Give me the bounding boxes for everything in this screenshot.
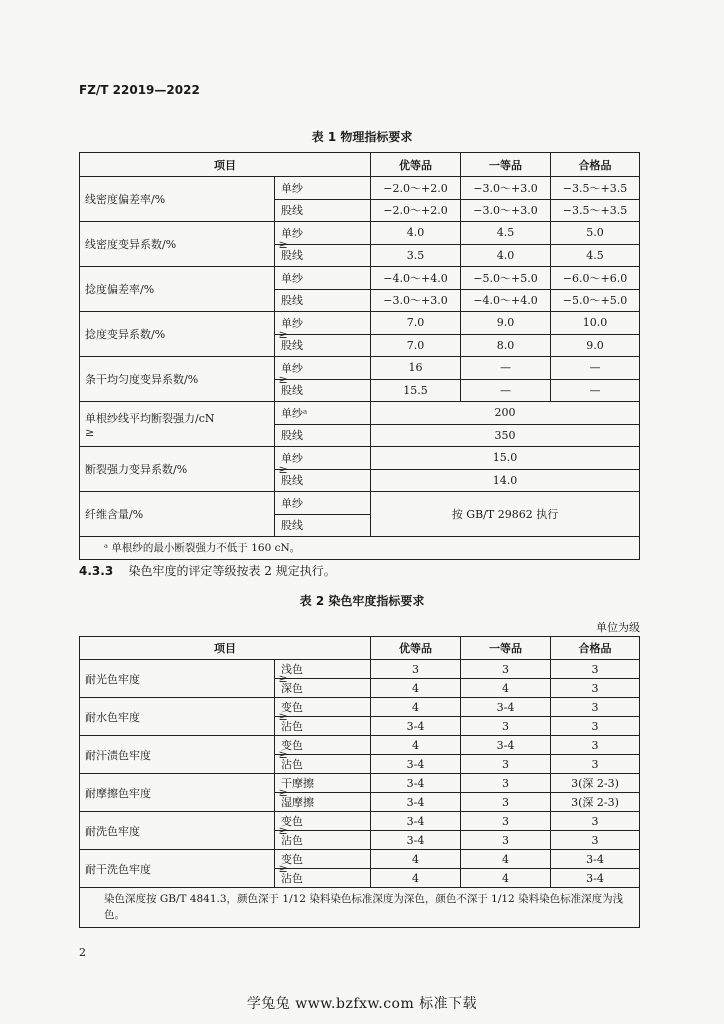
- row-sub-label: 沾色: [275, 717, 371, 736]
- row-sub-label: 单纱: [275, 312, 371, 335]
- grade-value: 4: [461, 679, 551, 698]
- table-color-fastness: [79, 636, 640, 928]
- row-sub-label: 股线: [275, 334, 371, 357]
- merged-value: 350: [371, 424, 640, 447]
- grade-value: 4.0: [461, 244, 551, 267]
- grade-value: —: [551, 379, 640, 402]
- grade-value: −3.0～+3.0: [461, 199, 551, 222]
- header-grade3: 合格品: [551, 153, 640, 177]
- row-item-text: 线密度变异系数/%: [85, 238, 177, 251]
- row-item-text: 耐光色牢度: [85, 672, 140, 686]
- row-item-label: [80, 698, 275, 736]
- row-sub-label: 单纱: [275, 177, 371, 200]
- row-item-text: 捻度偏差率/%: [85, 283, 155, 296]
- row-item-text: 捻度变异系数/%: [85, 328, 166, 341]
- grade-value: −5.0～+5.0: [461, 267, 551, 290]
- table-row: [80, 177, 640, 200]
- grade-value: 3-4: [371, 774, 461, 793]
- table2-unit: 单位为级: [596, 621, 640, 634]
- header-item: 项目: [80, 153, 371, 177]
- header-row: [80, 637, 640, 660]
- row-item-text: 耐摩擦色牢度: [85, 786, 151, 800]
- grade-value: −3.5～+3.5: [551, 199, 640, 222]
- row-item-text: 耐水色牢度: [85, 710, 140, 724]
- grade-value: 7.0: [371, 334, 461, 357]
- grade-value: 3: [551, 698, 640, 717]
- row-item-label: [80, 177, 275, 222]
- table-row: [80, 492, 640, 515]
- grade-value: 4.5: [551, 244, 640, 267]
- merged-value: 200: [371, 402, 640, 425]
- row-item-label: [80, 222, 275, 267]
- grade-value: 3: [551, 679, 640, 698]
- row-sub-label: 股线: [275, 379, 371, 402]
- row-item-text: 耐干洗色牢度: [85, 862, 151, 876]
- grade-value: 3(深 2-3): [551, 793, 640, 812]
- grade-value: 3: [551, 736, 640, 755]
- grade-value: 4: [371, 869, 461, 888]
- row-sub-label: 股线: [275, 244, 371, 267]
- grade-value: −4.0～+4.0: [461, 289, 551, 312]
- table-row: 耐摩擦色牢度 ≥ 干摩擦 3-4 3 3(深 2-3): [80, 774, 640, 793]
- row-sub-label: 变色: [275, 812, 371, 831]
- row-sub-label: 单纱: [275, 267, 371, 290]
- grade-value: 3-4: [371, 831, 461, 850]
- row-item-label: [80, 492, 275, 537]
- row-sub-label: 沾色: [275, 755, 371, 774]
- clause-4-3-3: [79, 562, 336, 579]
- page-number: 2: [79, 946, 86, 959]
- grade-value: 9.0: [461, 312, 551, 335]
- grade-value: 3-4: [371, 793, 461, 812]
- row-sub-label: 单纱: [275, 492, 371, 515]
- header-grade1: 优等品: [371, 637, 461, 660]
- grade-value: 4.0: [371, 222, 461, 245]
- table-physical-indicators: [79, 152, 640, 560]
- footer-watermark: 学兔兔 www.bzfxw.com 标准下载: [246, 996, 478, 1012]
- header-row: [80, 153, 640, 177]
- grade-value: −3.5～+3.5: [551, 177, 640, 200]
- merged-value: 15.0: [371, 447, 640, 470]
- row-item-text: 耐汗渍色牢度: [85, 748, 151, 762]
- table-note: 染色深度按 GB/T 4841.3，颜色深于 1/12 染料染色标准深度为深色，颜色不深于 1/12 染料染色标准深度为浅色。: [80, 888, 640, 928]
- table-row: 耐汗渍色牢度 ≥ 变色 4 3-4 3: [80, 736, 640, 755]
- row-sub-label: 深色: [275, 679, 371, 698]
- note-row: [80, 888, 640, 928]
- row-item-label: [80, 660, 275, 698]
- grade-value: 3: [461, 774, 551, 793]
- row-sub-label: 变色: [275, 736, 371, 755]
- grade-value: 4: [461, 850, 551, 869]
- row-sub-label: 干摩擦: [275, 774, 371, 793]
- row-sub-label: 单纱: [275, 447, 371, 470]
- row-sub-label: 浅色: [275, 660, 371, 679]
- row-item-label: [80, 312, 275, 357]
- merged-value: 按 GB/T 29862 执行: [371, 492, 640, 537]
- grade-value: 3: [461, 660, 551, 679]
- grade-value: —: [551, 357, 640, 380]
- grade-value: 15.5: [371, 379, 461, 402]
- row-sub-label: 股线: [275, 289, 371, 312]
- grade-value: 4.5: [461, 222, 551, 245]
- row-item-label: [80, 402, 275, 447]
- grade-value: 3: [461, 755, 551, 774]
- row-sub-label: 沾色: [275, 831, 371, 850]
- grade-value: 4: [371, 850, 461, 869]
- grade-value: 3-4: [461, 736, 551, 755]
- row-item-text: 单根纱线平均断裂强力/cN: [85, 411, 215, 425]
- grade-value: 4: [461, 869, 551, 888]
- row-item-label: [80, 812, 275, 850]
- grade-value: 16: [371, 357, 461, 380]
- row-item-text: 断裂强力变异系数/%: [85, 463, 188, 476]
- grade-value: 3-4: [371, 812, 461, 831]
- grade-value: 9.0: [551, 334, 640, 357]
- clause-text: 染色牢度的评定等级按表 2 规定执行。: [128, 564, 336, 578]
- grade-value: 5.0: [551, 222, 640, 245]
- header-grade1: 优等品: [371, 153, 461, 177]
- grade-value: 3-4: [551, 850, 640, 869]
- row-item-label: [80, 267, 275, 312]
- grade-value: 3: [461, 793, 551, 812]
- grade-value: 3(深 2-3): [551, 774, 640, 793]
- table-row: 耐洗色牢度 ≥ 变色 3-4 3 3: [80, 812, 640, 831]
- grade-value: 3-4: [551, 869, 640, 888]
- row-item-label: [80, 736, 275, 774]
- table-row: [80, 402, 640, 425]
- table-row: 耐光色牢度 ≥ 浅色 3 3 3: [80, 660, 640, 679]
- row-item-label: [80, 357, 275, 402]
- table-row: 断裂强力变异系数/% ≥ 单纱 15.0: [80, 447, 640, 470]
- row-sub-label: 股线: [275, 199, 371, 222]
- row-sub-label: 单纱ᵃ: [275, 402, 371, 425]
- row-sub-label: 单纱: [275, 222, 371, 245]
- grade-value: 3: [461, 831, 551, 850]
- grade-value: 3: [551, 660, 640, 679]
- table-row: 线密度变异系数/% ≥ 单纱 4.0 4.5 5.0: [80, 222, 640, 245]
- table2-title: 表 2 染色牢度指标要求: [299, 594, 425, 608]
- grade-value: 3-4: [371, 717, 461, 736]
- grade-value: −4.0～+4.0: [371, 267, 461, 290]
- row-item-text: 纤维含量/%: [85, 508, 144, 521]
- header-item: 项目: [80, 637, 371, 660]
- table-row: [80, 267, 640, 290]
- grade-value: 8.0: [461, 334, 551, 357]
- row-item-label: [80, 850, 275, 888]
- grade-value: 3: [551, 755, 640, 774]
- grade-value: —: [461, 357, 551, 380]
- grade-value: —: [461, 379, 551, 402]
- grade-value: 4: [371, 736, 461, 755]
- merged-value: 14.0: [371, 469, 640, 492]
- grade-value: 3-4: [461, 698, 551, 717]
- note-row: [80, 537, 640, 560]
- grade-value: 10.0: [551, 312, 640, 335]
- table-row: 捻度变异系数/% ≥ 单纱 7.0 9.0 10.0: [80, 312, 640, 335]
- row-sub-label: 股线: [275, 514, 371, 537]
- header-grade3: 合格品: [551, 637, 640, 660]
- grade-value: 3.5: [371, 244, 461, 267]
- header-grade2: 一等品: [461, 637, 551, 660]
- standard-code: FZ/T 22019—2022: [79, 83, 200, 97]
- table-row: 条干均匀度变异系数/% ≥ 单纱 16 — —: [80, 357, 640, 380]
- row-item-text: 条干均匀度变异系数/%: [85, 373, 199, 386]
- grade-value: 3: [551, 717, 640, 736]
- grade-value: 4: [371, 679, 461, 698]
- grade-value: −6.0～+6.0: [551, 267, 640, 290]
- row-sub-label: 湿摩擦: [275, 793, 371, 812]
- grade-value: −3.0～+3.0: [461, 177, 551, 200]
- row-item-text: 线密度偏差率/%: [85, 193, 166, 206]
- row-item-label: [80, 447, 275, 492]
- grade-value: 4: [371, 698, 461, 717]
- row-sub-label: 变色: [275, 850, 371, 869]
- grade-value: 3: [551, 812, 640, 831]
- table-row: 耐干洗色牢度 ≥ 变色 4 4 3-4: [80, 850, 640, 869]
- row-sub-label: 单纱: [275, 357, 371, 380]
- grade-value: 3: [461, 812, 551, 831]
- grade-value: 3: [371, 660, 461, 679]
- table1-title: 表 1 物理指标要求: [311, 130, 413, 144]
- grade-value: −5.0～+5.0: [551, 289, 640, 312]
- grade-value: −2.0～+2.0: [371, 199, 461, 222]
- row-sub-label: 沾色: [275, 869, 371, 888]
- row-sub-label: 变色: [275, 698, 371, 717]
- row-item-text: 耐洗色牢度: [85, 824, 140, 838]
- grade-value: −2.0～+2.0: [371, 177, 461, 200]
- grade-value: 7.0: [371, 312, 461, 335]
- row-sub-label: 股线: [275, 469, 371, 492]
- header-grade2: 一等品: [461, 153, 551, 177]
- row-sub-label: 股线: [275, 424, 371, 447]
- grade-value: 3: [551, 831, 640, 850]
- clause-number: 4.3.3: [79, 564, 114, 578]
- ge-symbol: ≥: [85, 425, 95, 439]
- table-row: 耐水色牢度 ≥ 变色 4 3-4 3: [80, 698, 640, 717]
- table-note: ᵃ 单根纱的最小断裂强力不低于 160 cN。: [80, 537, 640, 560]
- row-item-label: [80, 774, 275, 812]
- grade-value: 3-4: [371, 755, 461, 774]
- grade-value: 3: [461, 717, 551, 736]
- grade-value: −3.0～+3.0: [371, 289, 461, 312]
